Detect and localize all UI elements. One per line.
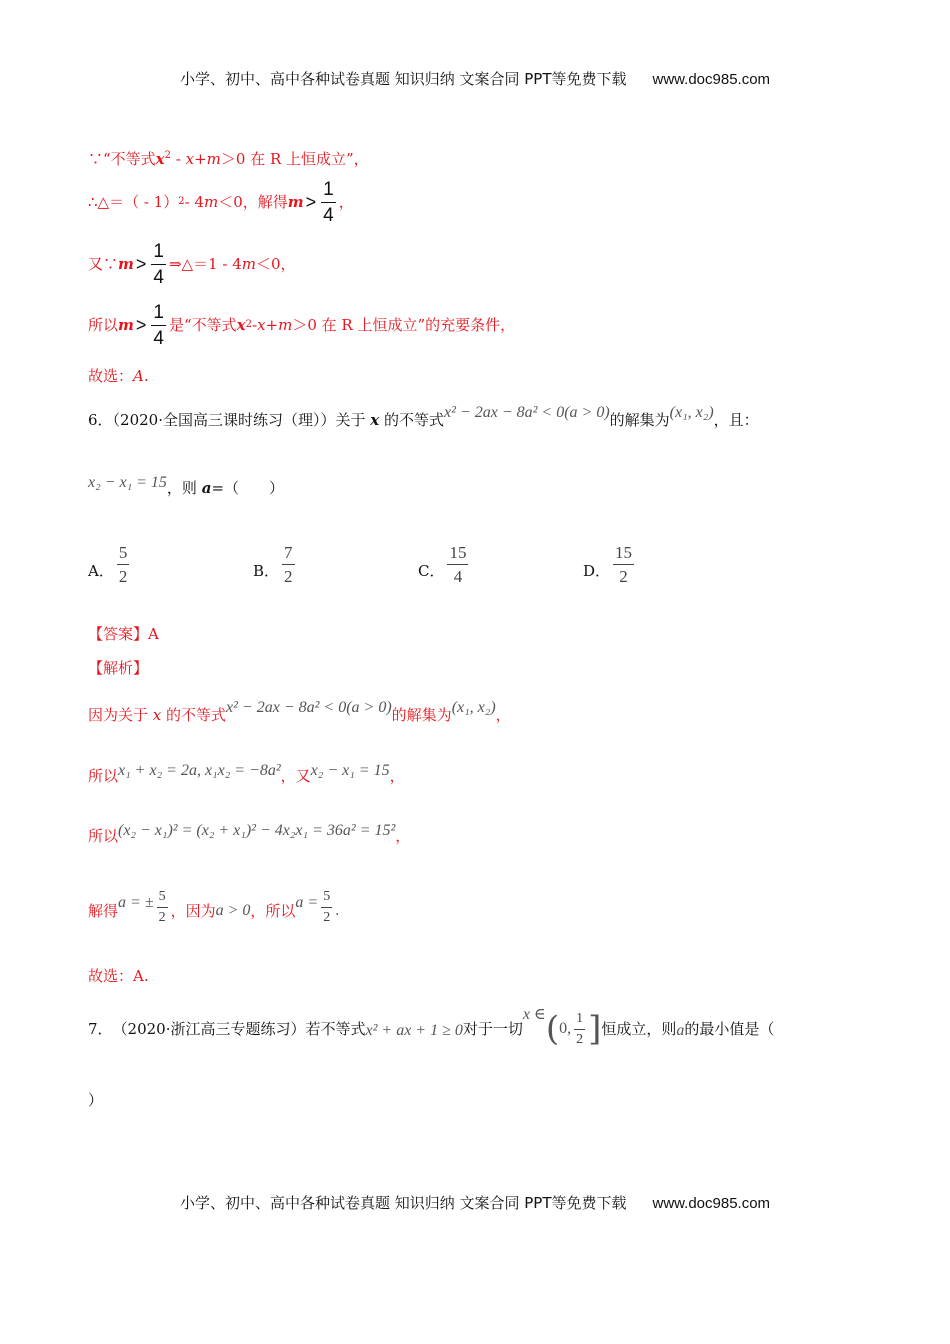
analysis-line-5: 故选：A. bbox=[88, 967, 149, 985]
option-c-fraction: $\frac{15}{4}$ bbox=[449, 543, 467, 586]
fraction-one-quarter: $\frac{1}{4}$ bbox=[153, 301, 164, 349]
option-a[interactable]: A． $\frac{5}{2}$ bbox=[88, 543, 128, 586]
inequality: x² + ax + 1 ≥ 0 bbox=[365, 1022, 463, 1039]
fraction-one-quarter: $\frac{1}{4}$ bbox=[323, 178, 334, 226]
answer-line bbox=[88, 624, 159, 644]
page-header bbox=[0, 68, 950, 89]
option-b-fraction: $\frac{7}{2}$ bbox=[284, 543, 293, 586]
footer-text: 小学、初中、高中各种试卷真题 知识归纳 文案合同 PPT等免费下载 bbox=[179, 1194, 627, 1212]
prev-solution-line-5: 故选：A. bbox=[88, 367, 149, 385]
answer-value: A bbox=[148, 625, 159, 643]
header-site: www.doc985.com bbox=[652, 71, 771, 88]
question-number: 7． bbox=[88, 1020, 113, 1038]
footer-site: www.doc985.com bbox=[652, 1195, 771, 1212]
question-6-stem: 6．（2020·全国高三课时练习（理））关于 x 的不等式x² − 2ax − 8a² < 0(a > 0)的解集为(x₁, x₂)，且： bbox=[88, 404, 759, 429]
question-7-close: ） bbox=[88, 1091, 104, 1109]
solution-interval: (x₁, x₂) bbox=[669, 404, 714, 421]
analysis-line-3: 所以(x₂ − x₁)² = (x₂ + x₁)² − 4x₂x₁ = 36a² = 15²， bbox=[88, 822, 411, 845]
analysis-line-4: 解得 a = ± $\frac{5}{2}$ ，因为 a > 0 ，所以 a = $\frac{5}{2}$ . bbox=[88, 889, 340, 925]
prev-solution-line-1: ∵“不等式$x^2 - x+m>0$ 在 R 上恒成立”， bbox=[88, 150, 369, 168]
inequality: x² − 2ax − 8a² < 0(a > 0) bbox=[444, 404, 610, 421]
answer-label: 【答案】 bbox=[88, 625, 149, 643]
option-c[interactable]: C． $\frac{15}{4}$ bbox=[418, 543, 467, 586]
question-number: 6． bbox=[88, 411, 113, 429]
fraction-one-half: $\frac{1}{2}$ bbox=[576, 1010, 584, 1047]
page-footer bbox=[0, 1192, 950, 1213]
fraction-five-halves: $\frac{5}{2}$ bbox=[158, 889, 166, 925]
option-a-fraction: $\frac{5}{2}$ bbox=[118, 543, 128, 586]
option-b[interactable]: B． $\frac{7}{2}$ bbox=[253, 543, 293, 586]
header-text: 小学、初中、高中各种试卷真题 知识归纳 文案合同 PPT等免费下载 bbox=[179, 70, 627, 88]
analysis-label: 【解析】 bbox=[88, 659, 149, 677]
fraction-five-halves: $\frac{5}{2}$ bbox=[323, 889, 331, 925]
analysis-line-2: 所以x₁ + x₂ = 2a, x₁x₂ = −8a²，又x₂ − x₁ = 15， bbox=[88, 762, 405, 785]
condition-equation: x₂ − x₁ = 15 bbox=[88, 474, 167, 491]
option-d[interactable]: D． $\frac{15}{2}$ bbox=[583, 543, 633, 586]
option-d-fraction: $\frac{15}{2}$ bbox=[615, 543, 633, 586]
analysis-line-1: 因为关于 x 的不等式x² − 2ax − 8a² < 0(a > 0)的解集为(x₁, x₂)， bbox=[88, 699, 511, 724]
fraction-one-quarter: $\frac{1}{4}$ bbox=[153, 240, 164, 288]
question-7-stem: 7． （2020·浙江高三专题练习）若不等式 x² + ax + 1 ≥ 0 对于一切 x ∈ ( 0, $\frac{1}{2}$ ] 恒成立，则 a 的最小值是（ bbox=[88, 1006, 775, 1049]
question-6-condition: x₂ − x₁ = 15，则 a=（ ） bbox=[88, 474, 285, 497]
prev-solution-line-4: 所以 m > $\frac{1}{4}$ 是“不等式 x 2 - x+m ＞0 在 R 上恒成立”的充要条件， bbox=[88, 301, 516, 349]
prev-solution-line-3: 又∵ m > $\frac{1}{4}$ ⇒△＝1 - 4 m ＜0， bbox=[88, 240, 296, 288]
prev-solution-line-2: ∴△＝（ - 1） 2 - 4 m ＜0，解得 m > $\frac{1}{4}$ ， bbox=[88, 178, 354, 226]
